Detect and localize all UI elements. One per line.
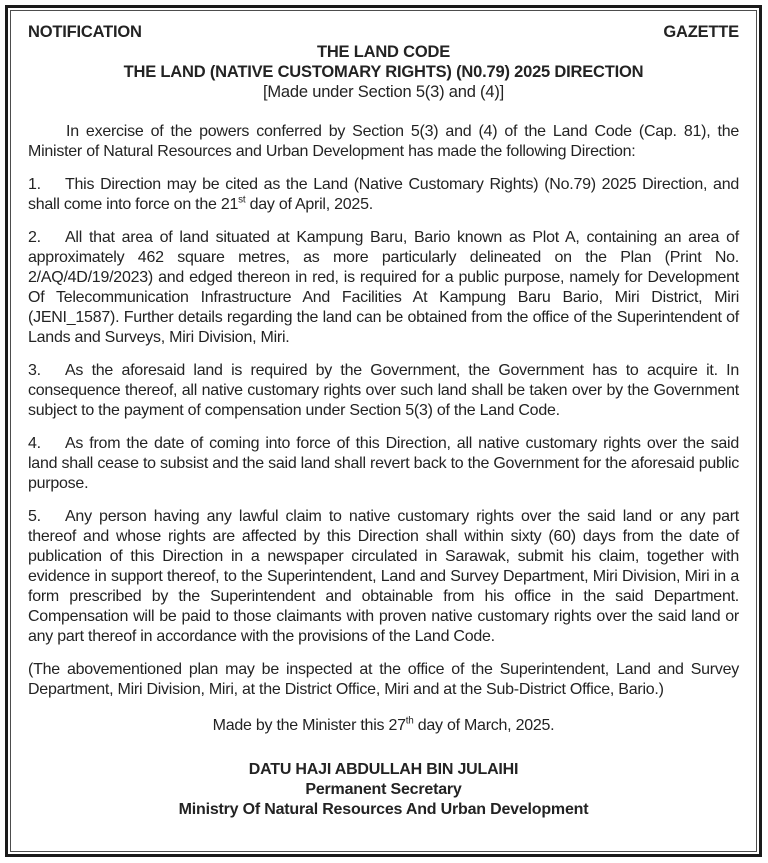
clause-3-text: As the aforesaid land is required by the Government, the Government has to acquire it. In consequence thereof, all native customary rights over such land shall be taken over by the Government subject to the payment of compensation under Section 5(3) of the Land Code. (28, 362, 739, 419)
clause-1-number: 1. (28, 176, 41, 193)
plan-inspection-note: (The abovementioned plan may be inspected at the office of the Superintendent, Land and Survey Department, Miri Division, Miri, at the District Office, Miri and at the Sub-District Office, Bario.) (28, 661, 739, 698)
clause-1-text-end: day of April, 2025. (245, 196, 373, 213)
masthead-gazette-label: GAZETTE (663, 23, 739, 41)
clause-1 (28, 175, 739, 215)
clause-4-number: 4. (28, 435, 41, 452)
clause-4-text: As from the date of coming into force of this Direction, all native customary rights over the said land shall cease to subsist and the said land shall revert back to the Government for the aforesaid public purpose. (28, 435, 739, 492)
signatory-ministry: Ministry Of Natural Resources And Urban Development (178, 801, 589, 818)
title-block (28, 42, 739, 102)
clause-3 (28, 361, 739, 421)
document-subtitle: THE LAND (NATIVE CUSTOMARY RIGHTS) (N0.79) 2025 DIRECTION (123, 63, 644, 81)
outer-border (5, 5, 762, 857)
made-by-text: Made by the Minister this 27 (212, 717, 406, 734)
intro-paragraph: In exercise of the powers conferred by Section 5(3) and (4) of the Land Code (Cap. 81), the Minister of Natural Resources and Urban Development has made the following Direction: (28, 123, 739, 160)
made-by-ordinal-suffix: th (405, 715, 414, 727)
clause-1-text: This Direction may be cited as the Land (Native Customary Rights) (No.79) 2025 Direction, and shall come into force on the 21 (28, 176, 739, 213)
clause-4 (28, 434, 739, 494)
clause-5-number: 5. (28, 508, 41, 525)
signatory-role: Permanent Secretary (305, 781, 462, 798)
masthead-notification-label: NOTIFICATION (28, 23, 142, 41)
clause-1-ordinal-suffix: st (238, 194, 246, 206)
clause-2-text: All that area of land situated at Kampung Baru, Bario known as Plot A, containing an area of approximately 462 square metres, as more particularly delineated on the Plan (Print No. 2/AQ/4D/19/2023) and edged thereon in red, is required for a public purpose, namely for Development Of Telecommunication Infrastructure And Facilities At Kampung Baru Bario, Miri District, Miri (JENI_1587). Further details regarding the land can be obtained from the office of the Superintendent of Lands and Surveys, Miri Division, Miri. (28, 229, 739, 346)
clause-5-text: Any person having any lawful claim to native customary rights over the said land or any part thereof and whose rights are affected by this Direction shall within sixty (60) days from the date of publication of this Direction in a newspaper circulated in Sarawak, submit his claim, together with evidence in support thereof, to the Superintendent, Land and Survey Department, Miri Division, Miri in a form prescribed by the Superintendent and obtainable from his office in the said Department. Compensation will be paid to those claimants with proven native customary rights over the said land or any part thereof in accordance with the provisions of the Land Code. (28, 508, 739, 645)
made-under-section-line: [Made under Section 5(3) and (4)] (262, 83, 505, 101)
signatory-name: DATU HAJI ABDULLAH BIN JULAIHI (248, 761, 519, 778)
masthead (28, 22, 739, 42)
clause-5 (28, 507, 739, 647)
clause-3-number: 3. (28, 362, 41, 379)
clause-2 (28, 228, 739, 348)
made-by-text-end: day of March, 2025. (413, 717, 555, 734)
inner-border (10, 10, 757, 852)
clause-2-number: 2. (28, 229, 41, 246)
made-by-line (28, 716, 739, 736)
document-title: THE LAND CODE (316, 43, 451, 61)
signature-block (28, 760, 739, 820)
